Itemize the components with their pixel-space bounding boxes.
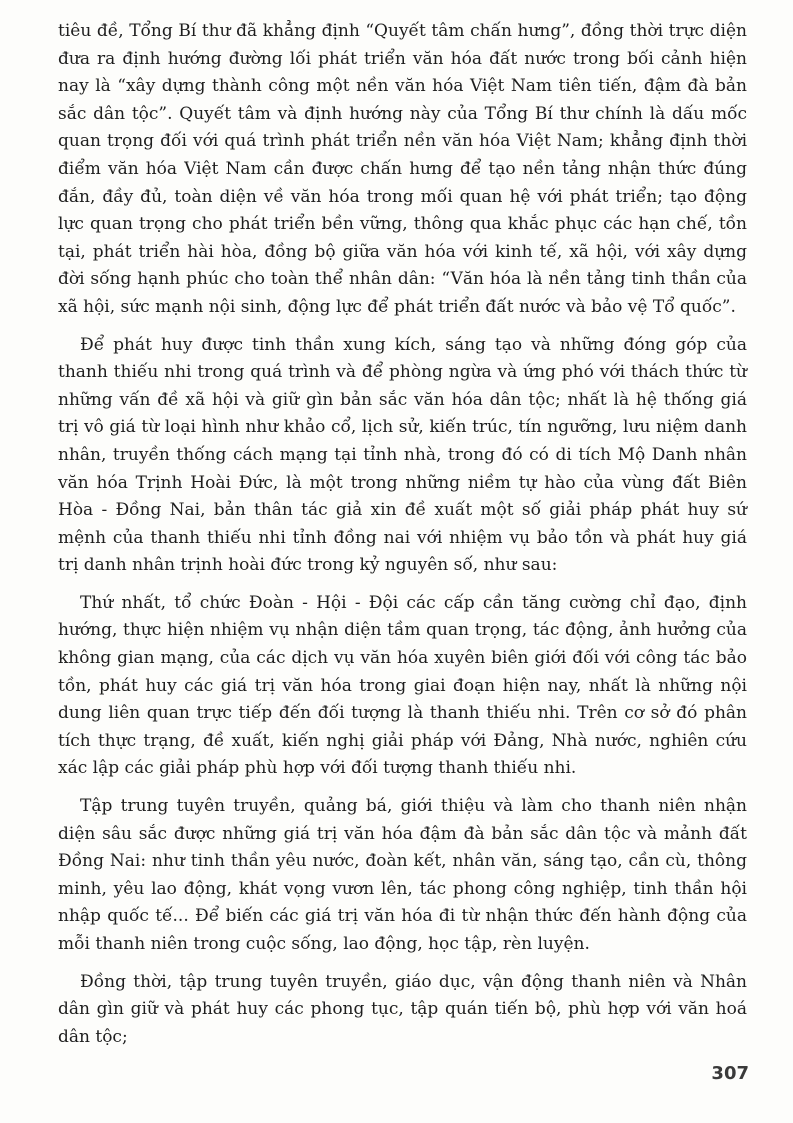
- paragraph-4: Tập trung tuyên truyền, quảng bá, giới thiệu và làm cho thanh niên nhận diện sâu sắc được những giá trị văn hóa đậm đà bản sắc dân tộc và mảnh đất Đồng Nai: như tinh thần yêu nước, đoàn kết, nhân văn, sáng tạo, cần cù, thông minh, yêu lao động, khát vọng vươn lên, tác phong công nghiệp, tinh thần hội nhập quốc tế... Để biến các giá trị văn hóa đi từ nhận thức đến hành động của mỗi thanh niên trong cuộc sống, lao động, học tập, rèn luyện.: [58, 796, 747, 954]
- paragraph-1: tiêu đề, Tổng Bí thư đã khẳng định “Quyết tâm chấn hưng”, đồng thời trực diện đưa ra định hướng đường lối phát triển văn hóa đất nước trong bối cảnh hiện nay là “xây dựng thành công một nền văn hóa Việt Nam tiên tiến, đậm đà bản sắc dân tộc”. Quyết tâm và định hướng này của Tổng Bí thư chính là dấu mốc quan trọng đối với quá trình phát triển nền văn hóa Việt Nam; khẳng định thời điểm văn hóa Việt Nam cần được chấn hưng để tạo nền tảng nhận thức đúng đắn, đầy đủ, toàn diện về văn hóa trong mối quan hệ với phát triển; tạo động lực quan trọng cho phát triển bền vững, thông qua khắc phục các hạn chế, tồn tại, phát triển hài hòa, đồng bộ giữa văn hóa với kinh tế, xã hội, với xây dựng đời sống hạnh phúc cho toàn thể nhân dân: “Văn hóa là nền tảng tinh thần của xã hội, sức mạnh nội sinh, động lực để phát triển đất nước và bảo vệ Tổ quốc”.: [58, 21, 747, 317]
- body-text: [58, 18, 747, 1061]
- paragraph-5: Đồng thời, tập trung tuyên truyền, giáo dục, vận động thanh niên và Nhân dân gìn giữ và phát huy các phong tục, tập quán tiến bộ, phù hợp với văn hoá dân tộc;: [58, 971, 747, 1047]
- paragraph-3: Thứ nhất, tổ chức Đoàn - Hội - Đội các cấp cần tăng cường chỉ đạo, định hướng, thực hiện nhiệm vụ nhận diện tầm quan trọng, tác động, ảnh hưởng của không gian mạng, của các dịch vụ văn hóa xuyên biên giới đối với công tác bảo tồn, phát huy các giá trị văn hóa trong giai đoạn hiện nay, nhất là những nội dung liên quan trực tiếp đến đối tượng là thanh thiếu nhi. Trên cơ sở đó phân tích thực trạng, đề xuất, kiến nghị giải pháp với Đảng, Nhà nước, nghiên cứu xác lập các giải pháp phù hợp với đối tượng thanh thiếu nhi.: [58, 592, 747, 779]
- paragraph-2: Để phát huy được tinh thần xung kích, sáng tạo và những đóng góp của thanh thiếu nhi trong quá trình và để phòng ngừa và ứng phó với thách thức từ những vấn đề xã hội và giữ gìn bản sắc văn hóa dân tộc; nhất là hệ thống giá trị vô giá từ loại hình như khảo cổ, lịch sử, kiến trúc, tín ngưỡng, lưu niệm danh nhân, truyền thống cách mạng tại tỉnh nhà, trong đó có di tích Mộ Danh nhân văn hóa Trịnh Hoài Đức, là một trong những niềm tự hào của vùng đất Biên Hòa - Đồng Nai, bản thân tác giả xin đề xuất một số giải pháp phát huy sứ mệnh của thanh thiếu nhi tỉnh đồng nai với nhiệm vụ bảo tồn và phát huy giá trị danh nhân trịnh hoài đức trong kỷ nguyên số, như sau:: [58, 334, 747, 576]
- page-number: 307: [711, 1063, 749, 1084]
